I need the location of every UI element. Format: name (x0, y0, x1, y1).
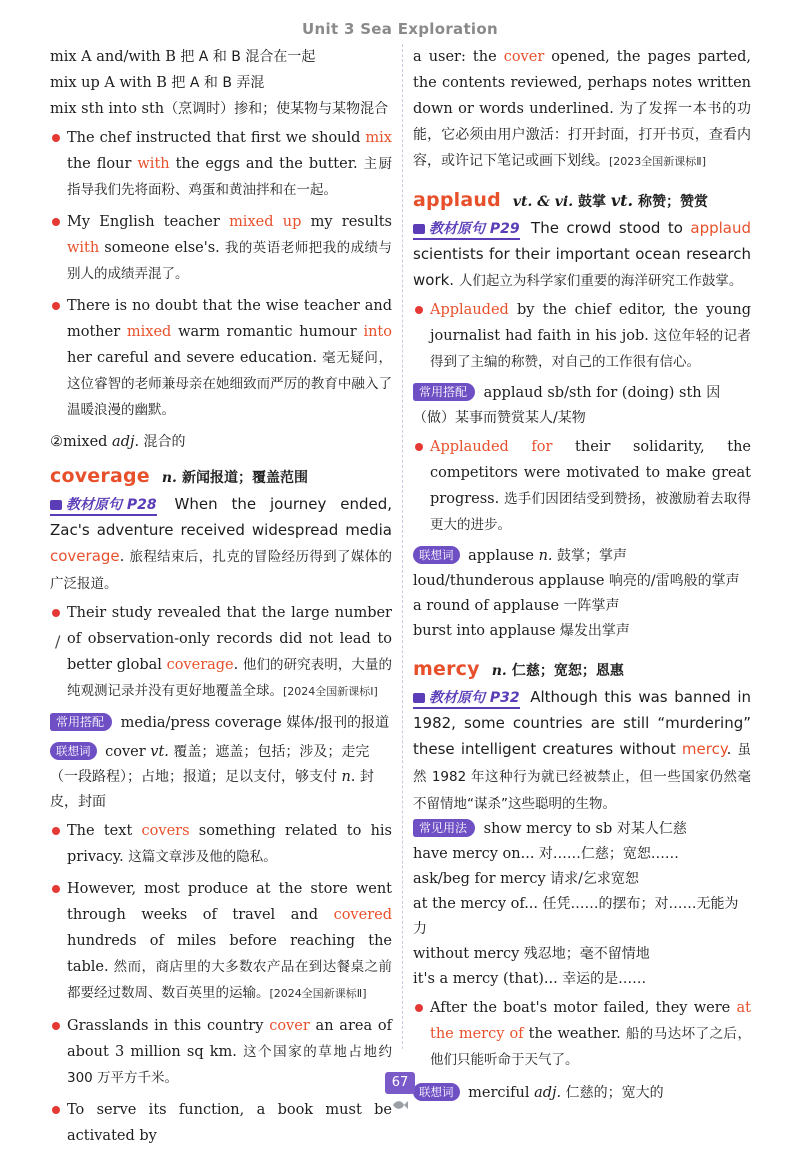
example-sentence: The text covers something related to his privacy. 这篇文章涉及他的隐私。 (50, 818, 392, 870)
phrase-line: mix sth into sth（烹调时）掺和；使某物与某物混合 (50, 101, 389, 117)
association-line: 联想词 applause n. 鼓掌；掌声 (413, 544, 751, 569)
textbook-original-tag: 教材原句 P29 (413, 220, 520, 240)
fish-icon (392, 1099, 408, 1111)
collocation-line: 常用搭配 media/press coverage 媒体/报刊的报道 (50, 711, 392, 736)
usage-tag: 常见用法 (413, 819, 475, 837)
right-column (413, 44, 751, 1106)
example-sentence: Their study revealed that the large number of observation-only records did not lead to better global coverage. 他们的研究表明，大量的纯观测记录并没有更好地覆盖全球。[2024全国新课标Ⅰ] (50, 600, 392, 705)
entry-mercy: mercy n. 仁慈；宽恕；恩惠 (413, 658, 624, 680)
column-divider (402, 44, 403, 1049)
phrase-line: mix A and/with B 把 A 和 B 混合在一起 (50, 49, 316, 65)
example-continuation: a user: the cover opened, the pages parted, the contents reviewed, perhaps notes written down or words underlined. 为了发挥一本书的功能，它必须由用户激活：打开封面，打开书页，查看内容，或许记下笔记或画下划线。[2023全国新课标Ⅱ] (413, 49, 751, 169)
phrase-line: have mercy on... 对……仁慈；宽恕…… (413, 846, 679, 862)
example-sentence: To serve its function, a book must be activated by (50, 1097, 392, 1149)
example-sentence: After the boat's motor failed, they were at the mercy of the weather. 船的马达坏了之后，他们只能听命于天气了。 (413, 995, 751, 1073)
entry-coverage: coverage n. 新闻报道；覆盖范围 (50, 465, 309, 487)
textbook-original-tag: 教材原句 P32 (413, 689, 520, 709)
phrase-line: mix up A with B 把 A 和 B 弄混 (50, 75, 265, 91)
collocation-tag: 常用搭配 (50, 713, 112, 731)
example-sentence: However, most produce at the store went through weeks of travel and covered hundreds of miles before reaching the table. 然而，商店里的大多数农产品在到达餐桌之前都要经过数周、数百英里的运输。[2024全国新课标Ⅱ] (50, 876, 392, 1007)
page-number: 67 (385, 1072, 415, 1094)
textbook-original-tag: 教材原句 P28 (50, 496, 157, 516)
association-line: 联想词 cover vt. 覆盖；遮盖；包括；涉及；走完（一段路程）；占地；报道；足以支付，够支付 n. 封皮，封面 (50, 744, 374, 810)
collocation-line: 常用搭配 applaud sb/sth for (doing) sth 因（做）某事而赞赏某人/某物 (413, 385, 721, 426)
book-icon (50, 500, 62, 510)
association-tag: 联想词 (413, 1083, 460, 1101)
textbook-original-sentence: 教材原句 P29 The crowd stood to applaud scientists for their important ocean research work. 人们起立为科学家们重要的海洋研究工作鼓掌。 (413, 219, 751, 289)
association-tag: 联想词 (413, 546, 460, 564)
association-tag: 联想词 (50, 742, 97, 760)
entry-applaud: applaud vt. & vi. 鼓掌 vt. 称赞；赞赏 (413, 189, 708, 211)
phrase-line: burst into applause 爆发出掌声 (413, 623, 630, 639)
book-icon (413, 224, 425, 234)
headword: applaud (413, 189, 501, 211)
association-line: 联想词 merciful adj. 仁慈的；宽大的 (413, 1081, 751, 1106)
example-sentence: The chef instructed that first we should mix the flour with the eggs and the butter. 主厨指导我们先将面粉、鸡蛋和黄油拌和在一起。 (50, 125, 392, 203)
headword: coverage (50, 465, 150, 487)
derived-word-line: ②mixed adj. 混合的 (50, 434, 186, 450)
phrase-line: it's a mercy (that)... 幸运的是…… (413, 971, 647, 987)
example-sentence: Applauded by the chief editor, the young journalist had faith in his job. 这位年轻的记者得到了主编的称赞，对自己的工作很有信心。 (413, 297, 751, 375)
pen-mark: / (55, 632, 61, 651)
example-sentence: Applauded for their solidarity, the competitors were motivated to make great progress. 选手们因团结受到赞扬，被激励着去取得更大的进步。 (413, 434, 751, 538)
textbook-original-sentence: 教材原句 P32 Although this was banned in 1982, some countries are still “murdering” these intelligent creatures without mercy. 虽然 1982 年这种行为就已经被禁止，但一些国家仍然毫不留情地“谋杀”这些聪明的生物。 (413, 688, 751, 812)
page-header: Unit 3 Sea Exploration (302, 20, 498, 38)
example-sentence: Grasslands in this country cover an area of about 3 million sq km. 这个国家的草地占地约 300 万平方千米。 (50, 1013, 392, 1091)
phrase-line: a round of applause 一阵掌声 (413, 598, 620, 614)
phrase-line: at the mercy of... 任凭……的摆布；对……无能为力 (413, 896, 739, 937)
collocation-tag: 常用搭配 (413, 383, 475, 401)
phrase-line: ask/beg for mercy 请求/乞求宽恕 (413, 871, 639, 887)
left-column (50, 44, 392, 1155)
textbook-original-sentence: 教材原句 P28 When the journey ended, Zac's adventure received widespread media coverage. 旅程结束后，扎克的冒险经历得到了媒体的广泛报道。 (50, 495, 392, 592)
usage-line: 常见用法 show mercy to sb 对某人仁慈 (413, 817, 751, 842)
example-sentence: There is no doubt that the wise teacher and mother mixed warm romantic humour into her careful and severe education. 毫无疑问，这位睿智的老师兼母亲在她细致而严厉的教育中融入了温暖浪漫的幽默。 (50, 293, 392, 423)
headword: mercy (413, 658, 480, 680)
phrase-line: without mercy 残忍地；毫不留情地 (413, 946, 650, 962)
example-sentence: My English teacher mixed up my results with someone else's. 我的英语老师把我的成绩与别人的成绩弄混了。 (50, 209, 392, 287)
book-icon (413, 693, 425, 703)
phrase-line: loud/thunderous applause 响亮的/雷鸣般的掌声 (413, 573, 740, 589)
